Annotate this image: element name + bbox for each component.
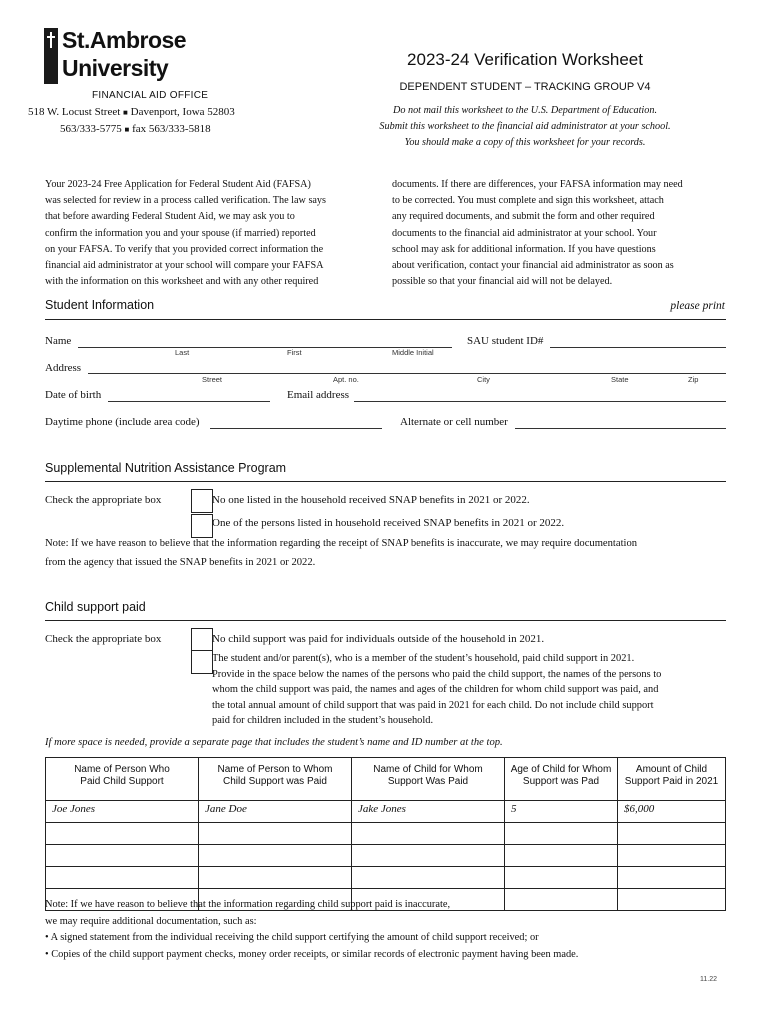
table-cell[interactable]: Jane Doe (199, 801, 352, 823)
section-divider (45, 319, 726, 320)
intro-line: about verification, contact your financial aid administrator as soon as (392, 260, 674, 272)
bullet: ■ (124, 125, 130, 134)
col-header-payer: Name of Person Who Paid Child Support (46, 758, 199, 801)
col-header-child: Name of Child for Whom Support Was Paid (352, 758, 505, 801)
table-cell[interactable] (505, 845, 618, 867)
cs-option-2-line: paid for children included in the student’s household. (212, 715, 434, 727)
day-phone-field[interactable] (210, 428, 382, 429)
table-row (46, 867, 726, 889)
intro-line: documents to the financial aid administrator at your school. Your (392, 227, 657, 239)
intro-line: on your FAFSA. To verify that you provided correct information the (45, 243, 324, 255)
cs-option-1-checkbox[interactable] (191, 628, 213, 652)
intro-line: confirm the information you and your spouse (if married) reported (45, 227, 316, 239)
intro-line: that before awarding Federal Student Aid, we may ask you to (45, 211, 295, 223)
cs-option-2-text (212, 651, 732, 729)
cs-option-2-checkbox[interactable] (191, 650, 213, 674)
cs-option-2-line: The student and/or parent(s), who is a member of the student’s household, paid child support in 2021. (212, 653, 635, 664)
col-header-age: Age of Child for Whom Support was Pad (505, 758, 618, 801)
table-cell[interactable] (46, 823, 199, 845)
state-sublabel: State (611, 375, 629, 384)
table-cell[interactable] (46, 867, 199, 889)
intro-line: documents. If there are differences, your FAFSA information may need (392, 179, 683, 190)
phone: 563/333-5775 (60, 123, 122, 135)
student-info-heading: Student Information (45, 298, 155, 312)
note-line: • Copies of the child support payment checks, money order receipts, or similar records of electronic payment having been made. (45, 948, 579, 960)
middle-sublabel: Middle Initial (392, 348, 434, 357)
note-line: • A signed statement from the individual receiving the child support certifying the amount of child support received; or (45, 932, 539, 943)
office-name: FINANCIAL AID OFFICE (92, 90, 209, 101)
page-title: 2023-24 Verification Worksheet (407, 50, 643, 69)
office-address (28, 106, 235, 118)
cs-option-1-label: No child support was paid for individuals outside of the household in 2021. (212, 633, 545, 645)
dob-field[interactable] (108, 401, 270, 402)
table-cell[interactable] (199, 867, 352, 889)
email-label: Email address (287, 389, 350, 401)
more-space-note: If more space is needed, provide a separate page that includes the student’s name and ID number at the top. (45, 737, 503, 748)
street-sublabel: Street (202, 375, 223, 384)
sau-id-label: SAU student ID# (467, 335, 544, 347)
logo-cross-mark (44, 26, 60, 86)
intro-line: Your 2023-24 Free Application for Federal Student Aid (FAFSA) (45, 179, 311, 190)
address-city: Davenport, Iowa 52803 (130, 106, 235, 118)
intro-line: any required documents, and submit the form and other required (392, 211, 655, 223)
logo-line-2: University (62, 55, 169, 81)
sau-id-field[interactable] (550, 347, 726, 348)
instruction-3: You should make a copy of this worksheet for your records. (404, 137, 646, 148)
snap-option-1-checkbox[interactable] (191, 489, 213, 513)
table-cell[interactable] (46, 845, 199, 867)
intro-line: possible so that your financial aid will not be delayed. (392, 276, 613, 288)
table-cell[interactable] (618, 867, 726, 889)
snap-option-1-label: No one listed in the household received SNAP benefits in 2021 or 2022. (212, 494, 530, 506)
intro-column-1 (45, 177, 375, 290)
table-cell[interactable]: Joe Jones (46, 801, 199, 823)
child-support-heading: Child support paid (45, 600, 146, 614)
address-field[interactable] (88, 373, 726, 374)
fax: fax 563/333-5818 (132, 123, 211, 135)
address-street: 518 W. Locust Street (28, 106, 121, 118)
name-label: Name (45, 335, 72, 347)
note-line: we may require additional documentation, such as: (45, 915, 257, 927)
table-row (46, 823, 726, 845)
table-cell[interactable] (352, 845, 505, 867)
col-header-recipient: Name of Person to Whom Child Support was Paid (199, 758, 352, 801)
snap-note-line-1: Note: If we have reason to believe that the information regarding the receipt of SNAP benefits is inaccurate, we may require documentation (45, 538, 638, 549)
city-sublabel: City (477, 375, 490, 384)
intro-line: school may ask for additional information. If you have questions (392, 243, 656, 255)
dob-label: Date of birth (45, 389, 102, 401)
address-label: Address (45, 362, 82, 374)
instruction-2: Submit this worksheet to the financial aid administrator at your school. (379, 121, 671, 132)
cs-option-2-line: the total annual amount of child support that was paid in 2021 for each child. Do not include child support (212, 699, 654, 711)
col-header-amount: Amount of Child Support Paid in 2021 (618, 758, 726, 801)
office-contact (60, 123, 211, 135)
intro-line: financial aid administrator at your school will compare your FAFSA (45, 260, 324, 272)
snap-option-2-label: One of the persons listed in household received SNAP benefits in 2021 or 2022. (212, 517, 565, 529)
please-print: please print (670, 300, 725, 312)
bullet: ■ (123, 108, 128, 117)
table-row (46, 845, 726, 867)
table-cell[interactable] (352, 867, 505, 889)
alt-phone-field[interactable] (515, 428, 726, 429)
child-support-table (45, 757, 726, 911)
snap-option-2-checkbox[interactable] (191, 514, 213, 538)
table-cell[interactable] (199, 823, 352, 845)
intro-line: with the information on this worksheet and with any other required (45, 276, 319, 288)
alt-phone-label: Alternate or cell number (400, 416, 508, 428)
table-cell[interactable] (618, 823, 726, 845)
intro-line: was selected for review in a process called verification. The law says (45, 195, 326, 207)
snap-check-label: Check the appropriate box (45, 494, 162, 506)
section-divider (45, 620, 726, 621)
page-subtitle: DEPENDENT STUDENT – TRACKING GROUP V4 (399, 81, 651, 93)
cs-option-2-line: whom the child support was paid, the names and ages of the children for whom child support was paid, and (212, 684, 659, 696)
logo-line-1: St.Ambrose (62, 27, 187, 53)
snap-note-line-2: from the agency that issued the SNAP benefits in 2021 or 2022. (45, 557, 316, 568)
table-cell[interactable]: Jake Jones (352, 801, 505, 823)
zip-sublabel: Zip (688, 375, 699, 384)
table-cell[interactable] (505, 823, 618, 845)
child-support-note (45, 897, 745, 963)
table-cell[interactable] (199, 845, 352, 867)
table-cell[interactable]: 5 (505, 801, 618, 823)
table-cell[interactable] (505, 867, 618, 889)
intro-column-2 (392, 177, 732, 290)
table-row (46, 801, 726, 823)
form-revision-code: 11.22 (700, 976, 717, 983)
snap-heading: Supplemental Nutrition Assistance Program (45, 461, 287, 475)
day-phone-label: Daytime phone (include area code) (45, 416, 200, 428)
cs-check-label: Check the appropriate box (45, 633, 162, 645)
section-divider (45, 481, 726, 482)
university-logo (44, 26, 214, 86)
email-field[interactable] (354, 401, 726, 402)
intro-line: to be corrected. You must complete and sign this worksheet, attach (392, 195, 664, 207)
last-sublabel: Last (175, 348, 190, 357)
first-sublabel: First (287, 348, 302, 357)
table-cell[interactable]: $6,000 (618, 801, 726, 823)
apt-sublabel: Apt. no. (333, 375, 359, 384)
table-header-row (46, 758, 726, 801)
table-cell[interactable] (352, 823, 505, 845)
cs-option-2-line: Provide in the space below the names of the persons who paid the child support, the names of the persons to (212, 668, 662, 680)
note-line: Note: If we have reason to believe that the information regarding child support paid is inaccurate, (45, 899, 451, 910)
instruction-1: Do not mail this worksheet to the U.S. Department of Education. (393, 105, 657, 116)
table-cell[interactable] (618, 845, 726, 867)
